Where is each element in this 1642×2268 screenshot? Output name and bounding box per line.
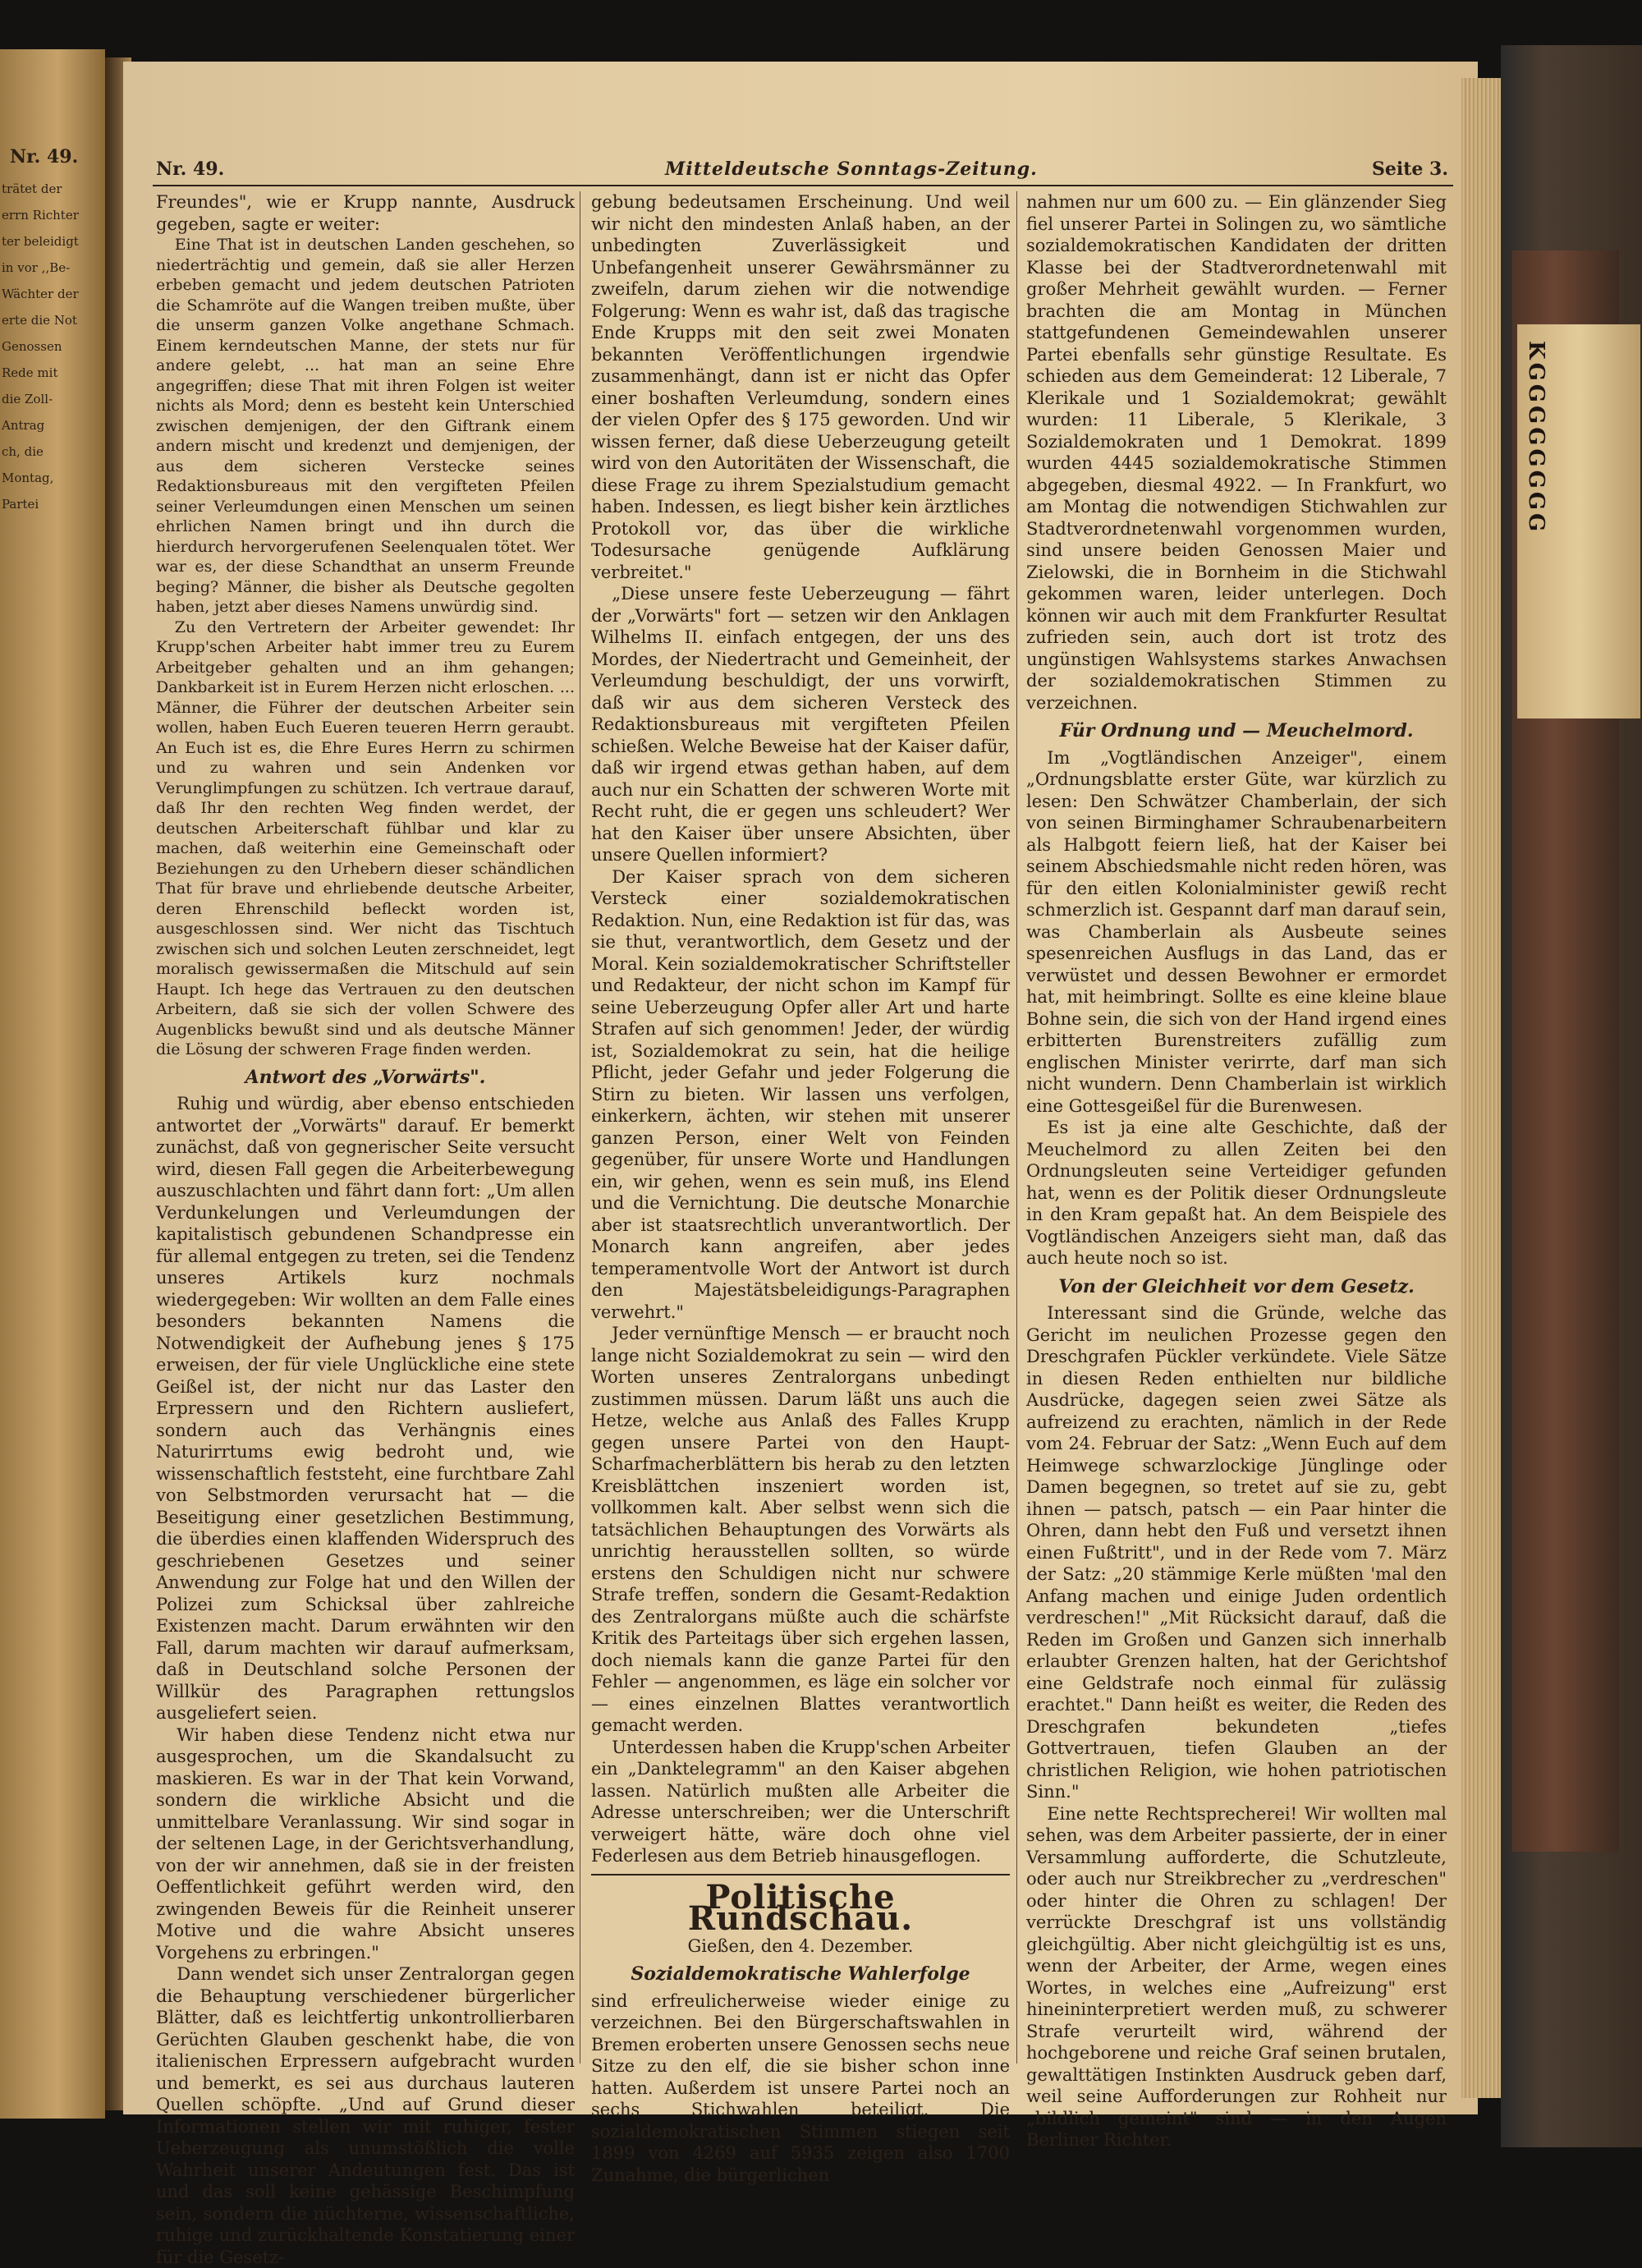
running-header <box>156 158 1448 188</box>
section-title: Politische Rundschau. <box>687 1877 914 1938</box>
paragraph: Jeder vernünftige Mensch — er braucht noch lange nicht Sozialdemokrat zu sein — wird den Worten unseres Zentralorgans unbedingt zustimmen müssen. Darum läßt uns auch die Hetze, welche aus Anlaß des Falles Krupp gegen unsere Partei von den Haupt-Scharfmacherblättern bis herab zu den letzten Kreisblättchen inszeniert worden ist, vollkommen kalt. Aber selbst wenn sich die tatsächlichen Behauptungen des Vorwärts als unrichtig herausstellen sollten, so würde erstens den Schuldigen nicht nur schwere Strafe treffen, sondern die Gesamt-Redaktion des Zentralorgans müßte auch die schärfste Kritik des Parteitags über sich ergehen lassen, doch niemals kann die ganze Partei für den Fehler — angenommen, es läge ein solcher vor — eines einzelnen Blattes verantwortlich gemacht werden. <box>591 1324 1010 1735</box>
left-fragment-line: ch, die <box>2 444 44 459</box>
paragraph: sind erfreulicherweise wieder einige zu verzeichnen. Bei den Bürgerschaftswahlen in Bremen eroberten unsere Genossen sechs neue Sitze zu den elf, die sie bisher schon inne hatten. Außerdem ist unsere Partei noch an sechs Stichwahlen beteiligt. Die sozialdemokratischen Stimmen stiegen seit 1899 von 4269 auf 5935 zeigen also 1700 Zunahme, die bürgerlichen <box>591 1990 1010 2185</box>
section-heading: Sozialdemokratische Wahlerfolge <box>631 1963 970 1985</box>
left-fragment-line: Genossen <box>2 339 62 354</box>
section-rule <box>591 1874 1010 1875</box>
paragraph: Im „Vogtländischen Anzeiger", einem „Ordnungsblatte erster Güte, war kürzlich zu lesen: Den Schwätzer Chamberlain, der sich von seinen Birminghamer Schraubenarbeitern als Halbgott feiern ließ, hat der Kaiser bei seinem Abschiedsmahle nicht reden hören, was für den eitlen Kolonialminister gewiß recht schmerzlich ist. Gespannt darf man darauf sein, was Chamberlain als Ausbeute seines spesenreichen Ausflugs in das Land, das er verwüstet und dessen Bewohner er ermordet hat, mit heimbringt. Sollte es eine kleine blaue Bohne sein, die sich von der Hand irgend eines erbitterten Burenstreiters zufällig zum englischen Minister verirrte, darf man sich nicht wundern. Denn Chamberlain ist wirklich eine Gottesgeißel für die Burenwesen. <box>1026 747 1447 1116</box>
place-date: Gießen, den 4. Dezember. <box>687 1935 914 1956</box>
paragraph: Eine That ist in deutschen Landen geschehen, so niederträchtig und gemein, daß sie aller Herzen erbeben gemacht und jedem deutschen Patrioten die Schamröte auf die Wangen treiben mußte, über die unserm ganzen Volke angethane Schmach. Einem kerndeutschen Manne, der stets nur für andere gelebt, ... hat man an seine Ehre angegriffen; diese That mit ihren Folgen ist weiter nichts als Mord; denn es besteht kein Unterschied zwischen demjenigen, der den Giftrank einem andern mischt und kredenzt und demjenigen, der aus dem sicheren Verstecke seines Redaktionsbureaus mit den vergifteten Pfeilen seiner Verleumdungen einen Menschen um seinen ehrlichen Namen bringt und ihn durch die hierdurch hervorgerufenen Seelenqualen tötet. Wer war es, der diese Schandthat an unserm Freunde beging? Männer, die bisher als Deutsche gegolten haben, jetzt aber dieses Namens unwürdig sind. <box>156 236 575 616</box>
paragraph: Interessant sind die Gründe, welche das Gericht im neulichen Prozesse gegen den Dreschgrafen Pückler verkündete. Viele Sätze in diesen Reden enthielten nur bildliche Ausdrücke, dagegen seien zwei Sätze als aufreizend zu erachten, nämlich in der Rede vom 24. Februar der Satz: „Wenn Euch auf dem Heimwege schwarzlockige Jünglinge oder Damen begegnen, so tretet auf sie zu, gebt ihnen — patsch, patsch — ein Paar hinter die Ohren, dann hebt den Fuß und versetzt ihnen einen Fußtritt", und in der Rede vom 7. März der Satz: „20 stämmige Kerle müßten 'mal den Anfang machen und einige Juden ordentlich verdreschen!" „Mit Rücksicht darauf, daß die Reden im Großen und Ganzen sich innerhalb erlaubter Grenzen halten, hat der Gerichtshof eine Geldstrafe noch einmal für zulässig erachtet." Dann heißt es weiter, die Reden des Dreschgrafen bekundeten „tiefes Gottvertrauen, tiefen Glauben an der christlichen Religion, wie hohen patriotischen Sinn." <box>1026 1303 1447 1802</box>
issue-number: Nr. 49. <box>156 158 225 180</box>
newspaper-title: Mitteldeutsche Sonntags-Zeitung. <box>665 158 1038 180</box>
left-fragment-line: Rede mit <box>2 365 58 380</box>
paragraph: „Diese unsere feste Ueberzeugung — fährt der „Vorwärts" fort — setzen wir den Anklagen Wilhelms II. einfach entgegen, der uns des Mordes, der Niedertracht und Gemeinheit, der Verleumdung beschuldigt, der uns vorwirft, daß wir aus dem sicheren Versteck des Redaktionsbureaus mit vergifteten Pfeilen schießen. Welche Beweise hat der Kaiser dafür, daß wir irgend etwas gethan haben, auf dem auch nur ein Schatten der schweren Worte mit Recht ruht, die er gegen uns schleudert? Wer hat den Kaiser über unsere Absichten, über unsere Quellen informiert? <box>591 584 1010 865</box>
left-page-issue-number: Nr. 49. <box>10 146 79 168</box>
left-fragment-line: Wächter der <box>2 287 79 301</box>
paragraph: Ruhig und würdig, aber ebenso entschieden antwortet der „Vorwärts" darauf. Er bemerkt zunächst, daß von gegnerischer Seite versucht wird, diesen Fall gegen die Arbeiterbewegung auszuschlachten und fährt dann fort: „Um allen Verdunkelungen und Verleumdungen der kapitalistisch gebundenen Schandpresse ein für allemal entgegen zu treten, sei die Tendenz unseres Artikels kurz nochmals wiedergegeben: Wir wollten an dem Falle eines besonders bekannten Namens die Notwendigkeit der Aufhebung jenes § 175 erweisen, der für viele Unglückliche eine stete Geißel ist, der nicht nur das Laster den Erpressern und den Richtern ausliefert, sondern auch das Verhängnis eines Naturirrtums ewig bedroht und, wie wissenschaftlich feststeht, eine furchtbare Zahl von Selbstmorden verursacht hat — die Beseitigung einer gesetzlichen Bestimmung, die überdies einen klaffenden Widerspruch des geschriebenen Gesetzes und seiner Anwendung zur Folge hat und den Willen der Polizei zum Schicksal über zahlreiche Existenzen macht. Darum erwähnten wir den Fall, darum machten wir darauf aufmerksam, daß in Deutschland solche Personen der Willkür des Paragraphen rettungslos ausgeliefert seien. <box>156 1094 575 1723</box>
header-rule <box>153 185 1453 186</box>
book-binding <box>1501 45 1642 2147</box>
paragraph: Freundes", wie er Krupp nannte, Ausdruck gegeben, sagte er weiter: <box>156 192 575 234</box>
left-fragment-line: Montag, <box>2 471 54 485</box>
column-2 <box>591 191 1010 2185</box>
left-fragment-line: ter beleidigt <box>2 234 79 249</box>
left-fragment-line: errn Richter <box>2 208 79 223</box>
column-1 <box>156 191 575 2267</box>
left-fragment-line: in vor ,,Be- <box>2 260 71 275</box>
page-number: Seite 3. <box>1371 158 1448 180</box>
paragraph: Wir haben diese Tendenz nicht etwa nur ausgesprochen, um die Skandalsucht zu maskieren. Es war in der That kein Vorwand, sondern die wirkliche Absicht und die unmittelbare Veranlassung. Wir sind sogar in der seltenen Lage, in der Gerichtsverhandlung, von der wir annehmen, daß sie in der freisten Oeffentlichkeit geführt werden wird, den zwingenden Beweis für die Reinheit unserer Motive und die wahre Absicht unseres Vorgehens zu erbringen." <box>156 1724 575 1963</box>
paragraph: Eine nette Rechtsprecherei! Wir wollten mal sehen, was dem Arbeiter passierte, der in einer Versammlung aufforderte, die Schutzleute, oder auch nur Streikbrecher zu „verdreschen" oder hinter die Ohren zu schlagen! Der verrückte Dreschgraf ist uns vollständig gleichgültig. Aber nicht gleichgültig ist es uns, wenn der Arbeiter, der Arme, wegen eines Wortes, in welches eine „Aufreizung" erst hineininterpretiert werden muß, zu schwerer Strafe verurteilt wird, während der hochgeborene und reiche Graf seinen brutalen, gewalttätigen Instinkten Ausdruck geben darf, weil seine Aufforderungen zur Rohheit nur „bildlich gemeint" sind — in den Augen Berliner Richter. <box>1026 1803 1447 2150</box>
left-page-fragment <box>0 49 105 2119</box>
paragraph: Es ist ja eine alte Geschichte, daß der Meuchelmord zu allen Zeiten bei den Ordnungsleuten seine Verteidiger gefunden hat, wenn es der Politik dieser Ordnungsleute in den Kram gepaßt hat. An dem Beispiele des Vogtländischen Anzeigers sieht man, daß das auch heute noch so ist. <box>1026 1118 1447 1268</box>
section-heading: Von der Gleichheit vor dem Gesetz. <box>1058 1275 1415 1297</box>
left-fragment-line: trätet der <box>2 181 62 196</box>
spine-label <box>1517 324 1640 719</box>
paragraph: Zu den Vertretern der Arbeiter gewendet: Ihr Krupp'schen Arbeiter habt immer treu zu Eurem Arbeitgeber gehalten und an ihm gehangen; Dankbarkeit ist in Eurem Herzen nicht erloschen. ... Männer, die Führer der deutschen Arbeiter sein wollen, haben Euch Eueren teueren Herrn geraubt. An Euch ist es, die Ehre Eures Herrn zu schirmen und zu wahren und sein Andenken vor Verunglimpfungen zu schützen. Ich vertraue darauf, daß Ihr den rechten Weg finden werdet, der deutschen Arbeiterschaft fühlbar und klar zu machen, daß weiterhin eine Gemeinschaft oder Beziehungen zu den Urhebern dieser schändlichen That für brave und ehrliebende deutsche Arbeiter, deren Ehrenschild befleckt worden ist, ausgeschlossen sind. Wer nicht das Tischtuch zwischen sich und solchen Leuten zerschneidet, legt moralisch gewissermaßen die Mitschuld auf sein Haupt. Ich hege das Vertrauen zu den deutschen Arbeitern, daß sie sich der vollen Schwere des Augenblicks bewußt sind und als deutsche Männer die Lösung der schweren Frage finden werden. <box>156 618 575 1058</box>
left-fragment-line: Partei <box>2 497 39 512</box>
page-edges <box>1461 78 1502 2098</box>
paragraph: Dann wendet sich unser Zentralorgan gegen die Behauptung verschiedener bürgerlicher Blätter, daß es leichtfertig unkontrollierbaren Gerüchten Glauben geschenkt habe, die von italienischen Erpressern aufgebracht wurden und bemerkt, es sei aus durchaus lauteren Quellen schöpfte. „Und auf Grund dieser Informationen stellen wir mit ruhiger, fester Ueberzeugung als unumstößlich die volle Wahrheit unserer Andeutungen fest. Das ist und das soll keine gehässige Beschimpfung sein, sondern die nüchterne, wissenschaftliche, ruhige und zurückhaltende Konstatierung einer für die Gesetz- <box>156 1964 575 2267</box>
left-fragment-line: erte die Not <box>2 313 77 328</box>
paragraph: gebung bedeutsamen Erscheinung. Und weil wir nicht den mindesten Anlaß haben, an der unbedingten Zuverlässigkeit und Unbefangenheit unserer Gewährsmänner zu zweifeln, darum ziehen wir die notwendige Folgerung: Wenn es wahr ist, daß das tragische Ende Krupps mit den seit zwei Monaten bekannten Veröffentlichungen irgendwie zusammenhängt, dann ist er nicht das Opfer einer boshaften Verleumdung, sondern eines der vielen Opfer des § 175 geworden. Und wir wissen ferner, daß diese Ueberzeugung geteilt wird von den Autoritäten der Wissenschaft, die diese Frage zu ihrem Spezialstudium gemacht haben. Indessen, es liegt bisher kein ärztliches Protokoll vor, das über die wirkliche Todesursache genügende Aufklärung verbreitet." <box>591 192 1010 582</box>
paragraph: Unterdessen haben die Krupp'schen Arbeiter ein „Danktelegramm" an den Kaiser abgehen lassen. Natürlich mußten alle Arbeiter die Adresse unterschreiben; wer die Unterschrift verweigert hätte, wäre doch ohne viel Federlesen aus dem Betrieb hinausgeflogen. <box>591 1737 1010 1866</box>
section-heading: Für Ordnung und — Meuchelmord. <box>1059 720 1414 741</box>
left-fragment-line: die Zoll- <box>2 392 53 406</box>
column-3 <box>1026 191 1447 2150</box>
paragraph: Der Kaiser sprach von dem sicheren Versteck einer sozialdemokratischen Redaktion. Nun, eine Redaktion ist für das, was sie thut, verantwortlich, dem Gesetz und der Moral. Kein sozialdemokratischer Schriftsteller und Redakteur, der nicht schon im Kampf für seine Ueberzeugung Opfer aller Art und harte Strafen auf sich genommen! Jeder, der würdig ist, Sozialdemokrat zu sein, hat die heilige Pflicht, jeder Gefahr und jeder Folgerung die Stirn zu bieten. Wir lassen uns verfolgen, einkerkern, ächten, wir stehen mit unserer ganzen Person, einer Welt von Feinden gegenüber, für unsere Worte und Handlungen ein, wir gehen, wenn es sein muß, ins Elend und die Vernichtung. Die deutsche Monarchie aber ist staatsrechtlich unverantwortlich. Der Monarch kann angreifen, aber jedes temperamentvolle Wort der Antwort ist durch den Majestätsbeleidigungs-Paragraphen verwehrt." <box>591 866 1010 1322</box>
section-heading: Antwort des „Vorwärts". <box>245 1066 486 1088</box>
spine-lettering: KGGGGGGGG <box>1524 341 1548 535</box>
left-fragment-line: Antrag <box>2 418 45 433</box>
newspaper-page <box>123 62 1478 2267</box>
paragraph: nahmen nur um 600 zu. — Ein glänzender Sieg fiel unserer Partei in Solingen zu, wo sämtliche sozialdemokratischen Kandidaten der dritten Klasse bei der Stadtverordnetenwahl mit großer Mehrheit gewählt wurden. — Ferner brachten die am Montag in München stattgefundenen Gemeindewahlen unserer Partei ebenfalls sehr günstige Resultate. Es schieden aus dem Gemeinderat: 12 Liberale, 7 Klerikale und 1 Sozialdemokrat; gewählt wurden: 11 Liberale, 5 Klerikale, 3 Sozialdemokraten und 1 Demokrat. 1899 wurden 4445 sozialdemokratische Stimmen abgegeben, diesmal 4922. — In Frankfurt, wo am Montag die notwendigen Stichwahlen zur Stadtverordnetenwahl vorgenommen wurden, sind unsere beiden Genossen Maier und Zielowski, die in Bornheim in die Stichwahl gekommen waren, leider unterlegen. Doch können wir auch mit dem Frankfurter Resultat zufrieden sein, auch dort ist trotz des ungünstigen Wahlsystems starkes Anwachsen der sozialdemokratischen Stimmen zu verzeichnen. <box>1026 192 1447 713</box>
column-divider <box>1016 191 1017 2064</box>
